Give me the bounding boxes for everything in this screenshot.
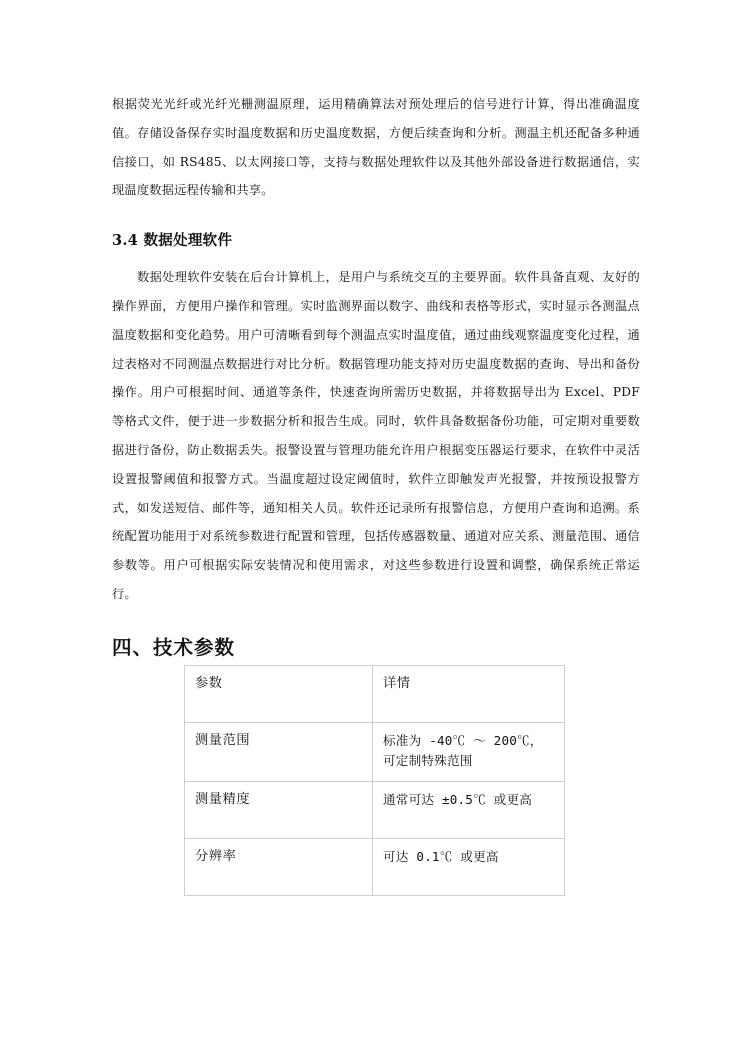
section-heading-3-4: 3.4 数据处理软件 bbox=[112, 232, 233, 250]
table-cell-param: 测量范围 bbox=[185, 722, 373, 781]
document-page bbox=[112, 90, 640, 896]
section-heading-technical-params: 四、技术参数 bbox=[112, 635, 236, 659]
table-cell-param: 测量精度 bbox=[185, 781, 373, 838]
table-row bbox=[185, 722, 565, 781]
table-header-row bbox=[185, 665, 565, 722]
table-cell-detail: 可达 0.1℃ 或更高 bbox=[373, 838, 565, 895]
table-row bbox=[185, 838, 565, 895]
software-paragraph: 数据处理软件安装在后台计算机上，是用户与系统交互的主要界面。软件具备直观、友好的操作界面，方便用户操作和管理。实时监测界面以数字、曲线和表格等形式，实时显示各测温点温度数据和变化趋势。用户可清晰看到每个测温点实时温度值，通过曲线观察温度变化过程，通过表格对不同测温点数据进行对比分析。数据管理功能支持对历史温度数据的查询、导出和备份操作。用户可根据时间、通道等条件，快速查询所需历史数据，并将数据导出为 Excel、PDF 等格式文件，便于进一步数据分析和报告生成。同时，软件具备数据备份功能，可定期对重要数据进行备份，防止数据丢失。报警设置与管理功能允许用户根据变压器运行要求，在软件中灵活设置报警阈值和报警方式。当温度超过设定阈值时，软件立即触发声光报警，并按预设报警方式，如发送短信、邮件等，通知相关人员。软件还记录所有报警信息，方便用户查询和追溯。系统配置功能用于对系统参数进行配置和管理，包括传感器数量、通道对应关系、测量范围、通信参数等。用户可根据实际安装情况和使用需求，对这些参数进行设置和调整，确保系统正常运行。 bbox=[112, 270, 640, 601]
table-row bbox=[185, 781, 565, 838]
table-header-cell: 详情 bbox=[373, 665, 565, 722]
table-cell-param: 分辨率 bbox=[185, 838, 373, 895]
technical-params-table bbox=[184, 665, 565, 896]
table-cell-detail: 标准为 -40℃ ～ 200℃，可定制特殊范围 bbox=[373, 722, 565, 781]
intro-paragraph: 根据荧光光纤或光纤光栅测温原理，运用精确算法对预处理后的信号进行计算，得出准确温度值。存储设备保存实时温度数据和历史温度数据，方便后续查询和分析。测温主机还配备多种通信接口，如 RS485、以太网接口等，支持与数据处理软件以及其他外部设备进行数据通信，实现温度数据远程传输和共享。 bbox=[112, 97, 640, 198]
table-header-cell: 参数 bbox=[185, 665, 373, 722]
table-cell-detail: 通常可达 ±0.5℃ 或更高 bbox=[373, 781, 565, 838]
